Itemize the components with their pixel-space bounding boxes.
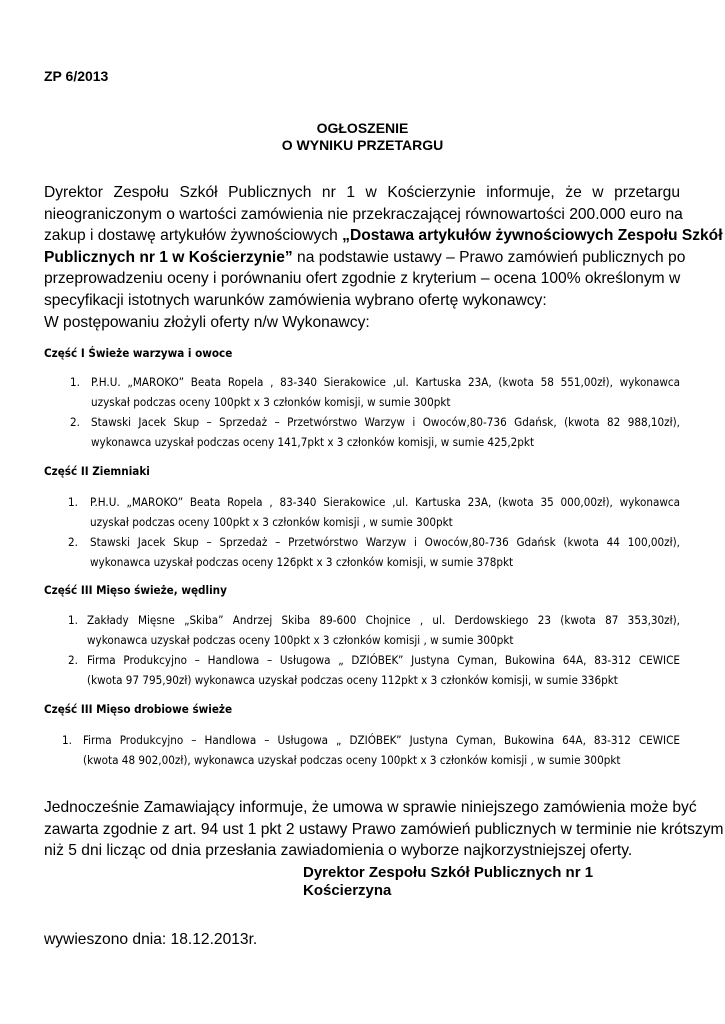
bidders-intro: W postępowaniu złożyli oferty n/w Wykonawcy: xyxy=(44,314,370,331)
list-item xyxy=(90,492,680,532)
intro-line: Dyrektor Zespołu Szkół Publicznych nr 1 w Kościerzynie informuje, że w przetargu xyxy=(44,184,680,201)
item-number: 1. xyxy=(70,375,80,389)
item-number: 2. xyxy=(68,535,78,549)
item-number: 1. xyxy=(62,733,72,747)
section-heading: Część III Mięso świeże, wędliny xyxy=(44,583,227,597)
intro-line xyxy=(44,247,686,269)
item-text: wykonawca uzyskał podczas oceny 141,7pkt x 3 członków komisji, w sumie 425,2pkt xyxy=(91,435,535,449)
item-text: wykonawca uzyskał podczas oceny 100pkt x 3 członków komisji , w sumie 300pkt xyxy=(87,633,514,647)
list-item xyxy=(87,610,680,650)
item-text: uzyskał podczas oceny 100pkt x 3 członków komisji, w sumie 300pkt xyxy=(91,395,451,409)
intro-text: na podstawie ustawy – Prawo zamówień publicznych po xyxy=(292,248,686,266)
intro-text: zakup i dostawę artykułów żywnościowych xyxy=(44,227,343,245)
intro-line: nieograniczonym o wartości zamówienia nie przekraczającej równowartości 200.000 euro na xyxy=(44,205,683,223)
item-text: P.H.U. „MAROKO” Beata Ropela , 83-340 Sierakowice ,ul. Kartuska 23A, (kwota 58 551,00zł), wykonawca xyxy=(91,375,680,389)
signature-title: Dyrektor Zespołu Szkół Publicznych nr 1 xyxy=(303,864,594,881)
closing-paragraph xyxy=(44,797,724,862)
list-item xyxy=(87,650,680,690)
intro-line xyxy=(44,225,723,247)
document-title-line-2: O WYNIKU PRZETARGU xyxy=(281,137,444,153)
signature-place: Kościerzyna xyxy=(303,882,392,899)
closing-line: Jednocześnie Zamawiający informuje, że umowa w sprawie niniejszego zamówienia może być xyxy=(44,799,697,816)
item-text: P.H.U. „MAROKO” Beata Ropela , 83-340 Sierakowice ,ul. Kartuska 23A, (kwota 35 000,00zł), wykonawca xyxy=(90,495,680,509)
section-heading: Część III Mięso drobiowe świeże xyxy=(44,702,233,716)
document-reference: ZP 6/2013 xyxy=(44,68,109,84)
item-text: Firma Produkcyjno – Handlowa – Usługowa „ DZIÓBEK” Justyna Cyman, Bukowina 64A, 83-312 CEWICE xyxy=(87,653,680,667)
item-text: Stawski Jacek Skup – Sprzedaż – Przetwórstwo Warzyw i Owoców,80-736 Gdańsk (kwota 44 100,00zł), xyxy=(90,535,680,549)
closing-line: zawarta zgodnie z art. 94 ust 1 pkt 2 ustawy Prawo zamówień publicznych w terminie nie krótszym xyxy=(44,820,724,838)
section-heading: Część II Ziemniaki xyxy=(44,464,150,478)
posted-date: wywieszono dnia: 18.12.2013r. xyxy=(44,931,258,948)
tender-name-cont: Publicznych nr 1 w Kościerzynie” xyxy=(44,248,293,266)
intro-paragraph xyxy=(44,182,723,312)
item-number: 1. xyxy=(68,495,78,509)
closing-line: niż 5 dni licząc od dnia przesłania zawiadomienia o wyborze najkorzystniejszej oferty. xyxy=(44,842,633,860)
document-title-line-1: OGŁOSZENIE xyxy=(316,120,409,136)
item-text: Stawski Jacek Skup – Sprzedaż – Przetwórstwo Warzyw i Owoców,80-736 Gdańsk, (kwota 82 988,10zł), xyxy=(91,415,680,429)
list-item xyxy=(91,412,680,452)
item-text: Zakłady Mięsne „Skiba” Andrzej Skiba 89-600 Chojnice , ul. Derdowskiego 23 (kwota 87 353,30zł), xyxy=(87,613,680,627)
list-item xyxy=(91,372,680,412)
intro-line: specyfikacji istotnych warunków zamówienia wybrano ofertę wykonawcy: xyxy=(44,291,547,309)
item-text: uzyskał podczas oceny 100pkt x 3 członków komisji , w sumie 300pkt xyxy=(90,515,453,529)
item-number: 2. xyxy=(68,653,78,667)
intro-line: przeprowadzeniu oceny i porównaniu ofert zgodnie z kryterium – ocena 100% określonym w xyxy=(44,270,681,288)
item-text: (kwota 48 902,00zł), wykonawca uzyskał podczas oceny 100pkt x 3 członków komisji , w sumie 300pkt xyxy=(83,753,621,767)
item-text: (kwota 97 795,90zł) wykonawca uzyskał podczas oceny 112pkt x 3 członków komisji, w sumie 336pkt xyxy=(87,673,618,687)
section-heading: Część I Świeże warzywa i owoce xyxy=(44,346,233,360)
item-text: Firma Produkcyjno – Handlowa – Usługowa „ DZIÓBEK” Justyna Cyman, Bukowina 64A, 83-312 CEWICE xyxy=(83,733,680,747)
item-number: 2. xyxy=(70,415,80,429)
list-item xyxy=(90,532,680,572)
item-number: 1. xyxy=(68,613,78,627)
item-text: wykonawca uzyskał podczas oceny 126pkt x 3 członków komisji, w sumie 378pkt xyxy=(90,555,514,569)
list-item xyxy=(83,730,680,770)
tender-name: „Dostawa artykułów żywnościowych Zespołu Szkół xyxy=(342,227,723,245)
